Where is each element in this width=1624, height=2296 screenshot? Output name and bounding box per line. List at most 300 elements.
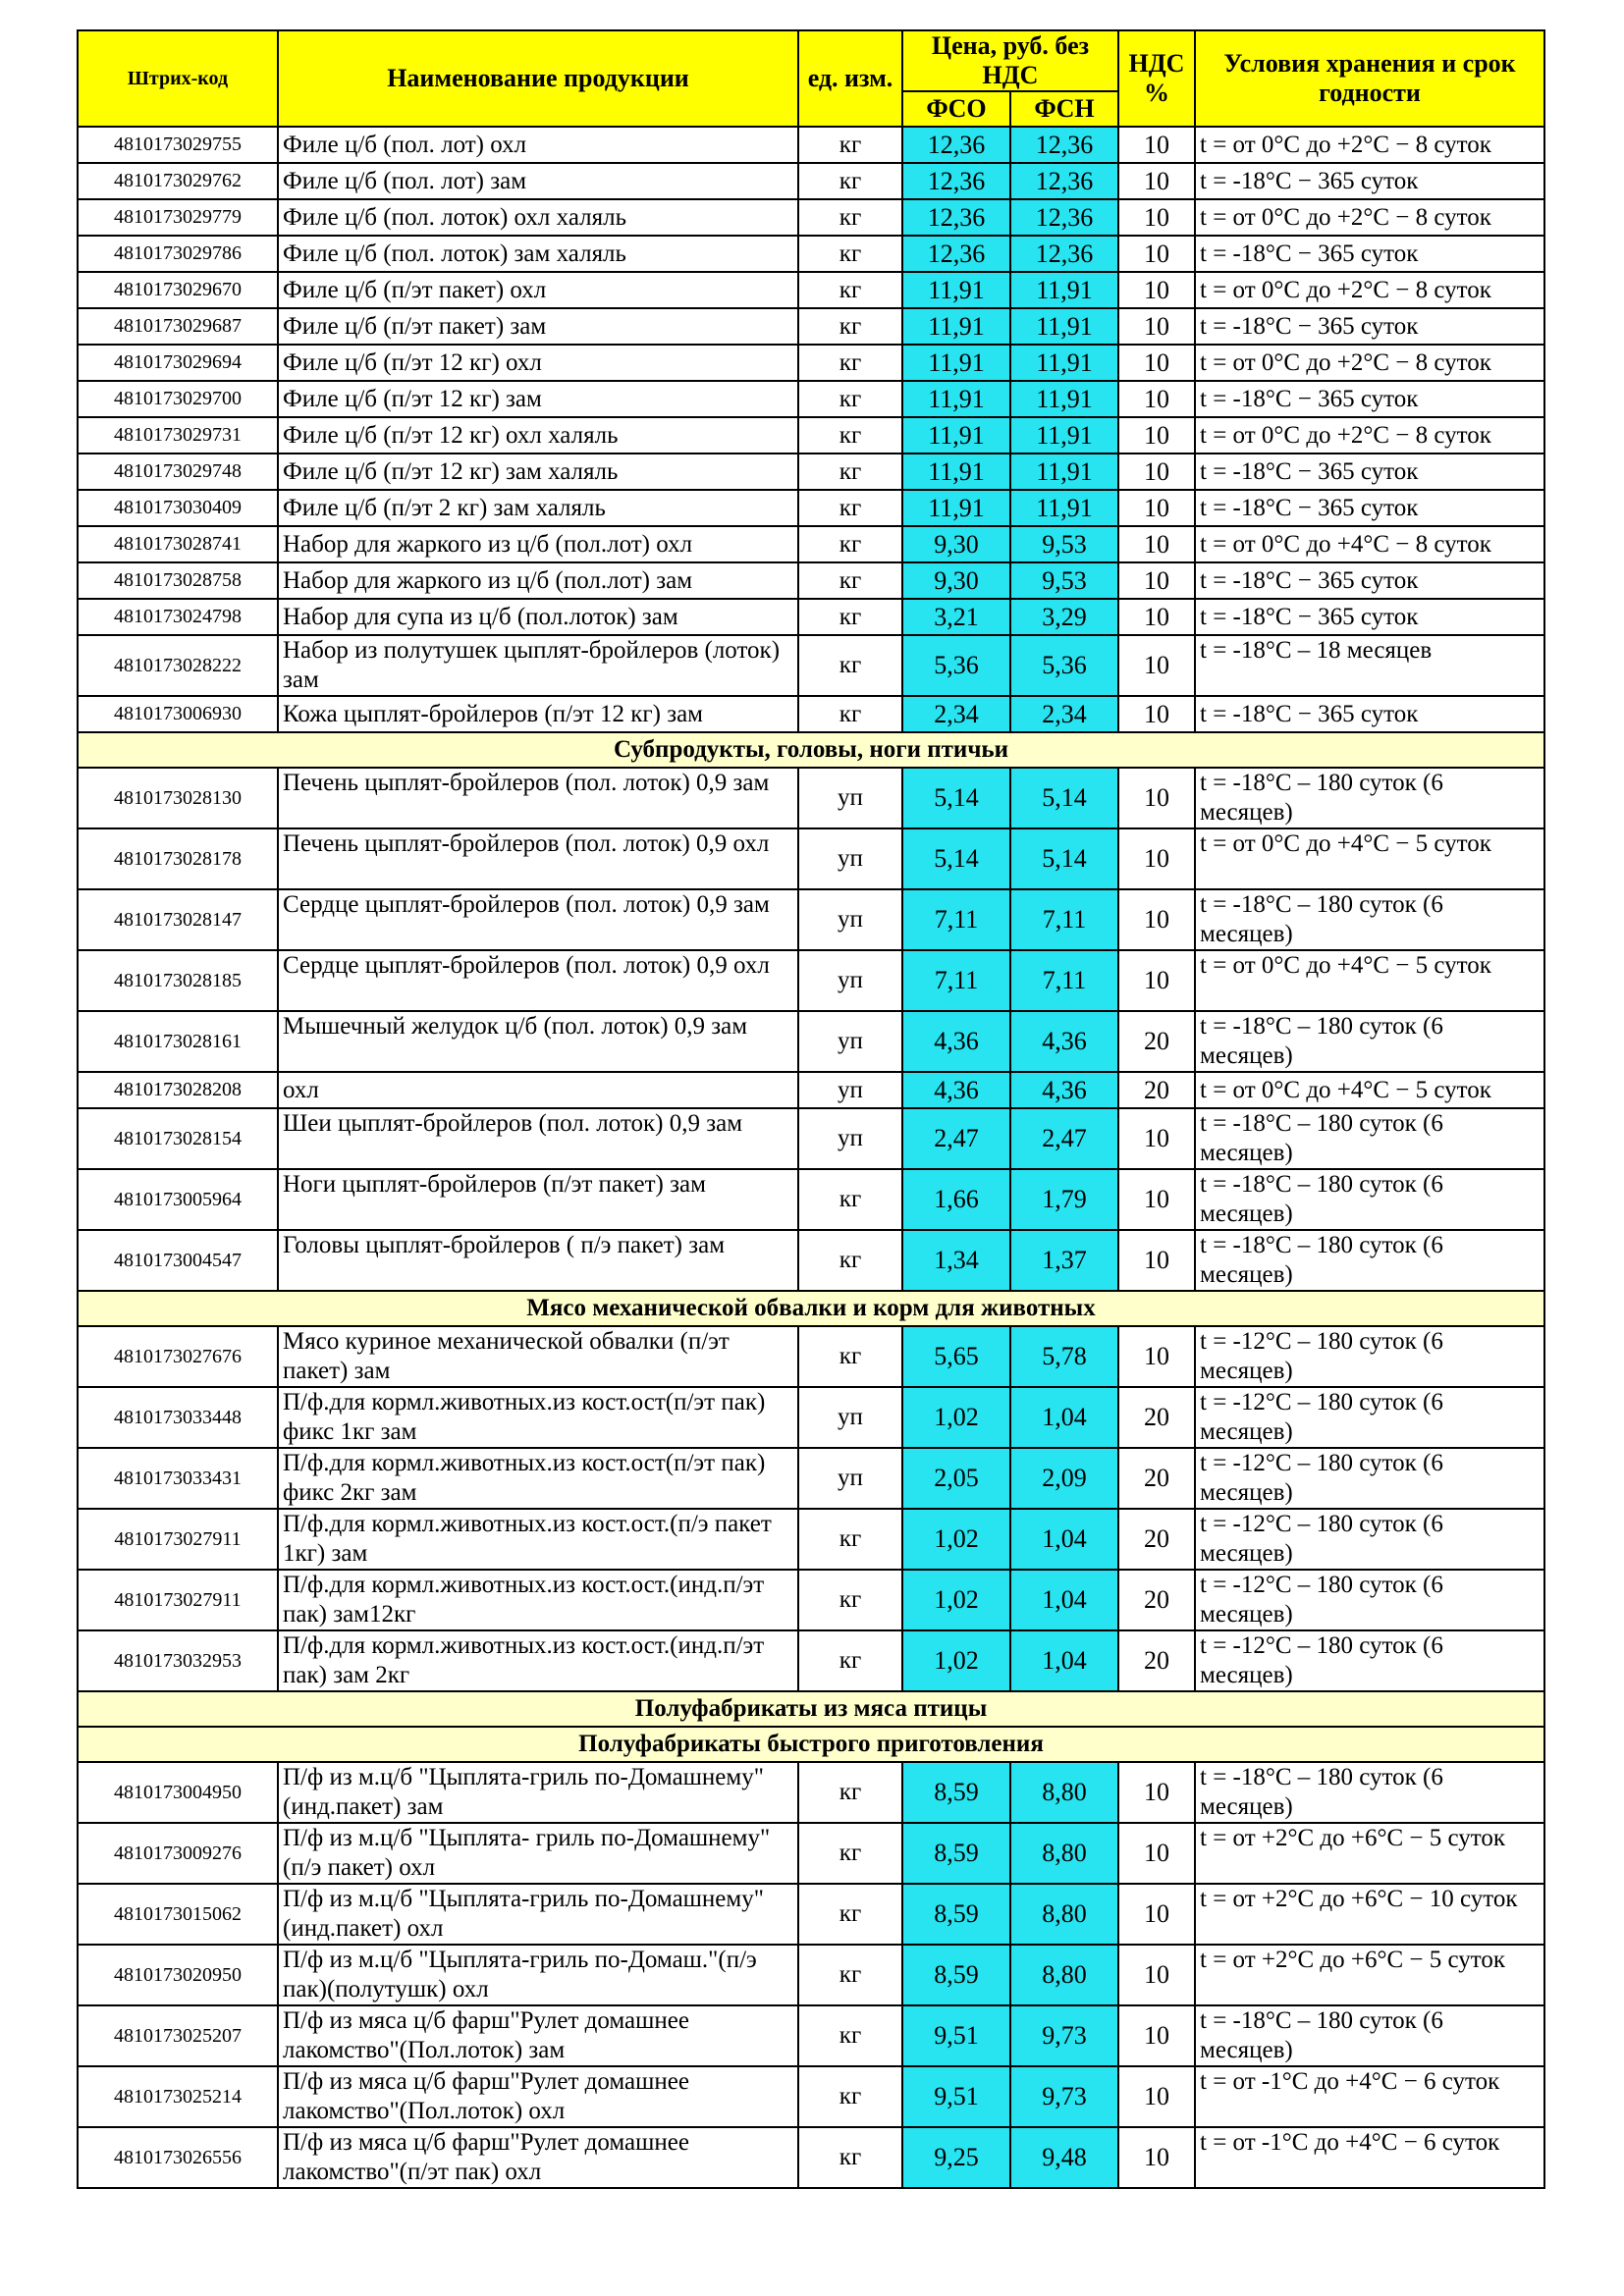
- price-fsn-cell: 11,91: [1010, 308, 1118, 345]
- price-fsn-cell: 2,09: [1010, 1448, 1118, 1509]
- vat-cell: 20: [1118, 1570, 1195, 1630]
- section-title: Субпродукты, головы, ноги птичьи: [78, 732, 1544, 768]
- price-fsn-cell: 9,53: [1010, 562, 1118, 599]
- storage-conditions-cell: t = от -1°С до +4°С − 6 суток: [1195, 2066, 1544, 2127]
- vat-cell: 10: [1118, 127, 1195, 163]
- price-fsn-cell: 8,80: [1010, 1884, 1118, 1945]
- table-row: [78, 199, 1544, 236]
- table-row: [78, 950, 1544, 1011]
- vat-cell: 20: [1118, 1387, 1195, 1448]
- section-title: Полуфабрикаты быстрого приготовления: [78, 1727, 1544, 1762]
- vat-cell: 10: [1118, 889, 1195, 950]
- unit-cell: уп: [798, 768, 902, 828]
- price-fso-cell: 9,25: [902, 2127, 1010, 2188]
- product-name-cell: П/ф из мяса ц/б фарш"Рулет домашнее лакомство"(Пол.лоток) зам: [278, 2005, 798, 2066]
- table-header: [78, 30, 1544, 127]
- price-fso-cell: 11,91: [902, 345, 1010, 381]
- table-row: [78, 1011, 1544, 1072]
- product-name-cell: Филе ц/б (п/эт пакет) охл: [278, 272, 798, 308]
- price-fso-cell: 11,91: [902, 308, 1010, 345]
- storage-conditions-cell: t = -18°С – 180 суток (6 месяцев): [1195, 1230, 1544, 1291]
- product-name-cell: Набор для жаркого из ц/б (пол.лот) охл: [278, 526, 798, 562]
- price-fsn-cell: 3,29: [1010, 599, 1118, 635]
- vat-cell: 10: [1118, 562, 1195, 599]
- price-fsn-cell: 1,04: [1010, 1630, 1118, 1691]
- barcode-cell: 4810173029779: [78, 199, 278, 236]
- table-row: [78, 526, 1544, 562]
- vat-cell: 10: [1118, 1108, 1195, 1169]
- table-row: [78, 1762, 1544, 1823]
- table-body: [78, 127, 1544, 2188]
- unit-cell: кг: [798, 696, 902, 732]
- header-name: Наименование продукции: [278, 30, 798, 127]
- price-fso-cell: 9,51: [902, 2066, 1010, 2127]
- price-fso-cell: 2,47: [902, 1108, 1010, 1169]
- table-row: [78, 562, 1544, 599]
- price-fso-cell: 5,36: [902, 635, 1010, 696]
- table-row: [78, 1230, 1544, 1291]
- storage-conditions-cell: t = -18°С − 365 суток: [1195, 381, 1544, 417]
- price-fsn-cell: 9,73: [1010, 2066, 1118, 2127]
- header-fso: ФСО: [902, 91, 1010, 127]
- unit-cell: кг: [798, 199, 902, 236]
- product-name-cell: П/ф из м.ц/б "Цыплята-гриль по-Домаш."(п/э пак)(полутушк) охл: [278, 1945, 798, 2005]
- unit-cell: кг: [798, 1230, 902, 1291]
- table-row: [78, 1387, 1544, 1448]
- barcode-cell: 4810173028222: [78, 635, 278, 696]
- unit-cell: кг: [798, 1169, 902, 1230]
- storage-conditions-cell: t = -18°С – 180 суток (6 месяцев): [1195, 1108, 1544, 1169]
- unit-cell: уп: [798, 1387, 902, 1448]
- storage-conditions-cell: t = -12°С – 180 суток (6 месяцев): [1195, 1387, 1544, 1448]
- price-fsn-cell: 1,37: [1010, 1230, 1118, 1291]
- table-row: [78, 1945, 1544, 2005]
- table-row: [78, 635, 1544, 696]
- price-fso-cell: 11,91: [902, 272, 1010, 308]
- unit-cell: кг: [798, 1509, 902, 1570]
- table-row: [78, 1169, 1544, 1230]
- product-name-cell: П/ф.для кормл.животных.из кост.ост.(п/э пакет 1кг) зам: [278, 1509, 798, 1570]
- storage-conditions-cell: t = от 0°С до +2°С − 8 суток: [1195, 127, 1544, 163]
- unit-cell: кг: [798, 1326, 902, 1387]
- barcode-cell: 4810173029687: [78, 308, 278, 345]
- barcode-cell: 4810173025214: [78, 2066, 278, 2127]
- section-title: Мясо механической обвалки и корм для животных: [78, 1291, 1544, 1326]
- barcode-cell: 4810173030409: [78, 490, 278, 526]
- storage-conditions-cell: t = -12°С – 180 суток (6 месяцев): [1195, 1326, 1544, 1387]
- price-fsn-cell: 5,36: [1010, 635, 1118, 696]
- unit-cell: кг: [798, 1823, 902, 1884]
- barcode-cell: 4810173027911: [78, 1570, 278, 1630]
- price-fsn-cell: 2,47: [1010, 1108, 1118, 1169]
- price-fsn-cell: 1,04: [1010, 1570, 1118, 1630]
- price-fso-cell: 1,02: [902, 1387, 1010, 1448]
- storage-conditions-cell: t = -18°С – 180 суток (6 месяцев): [1195, 1762, 1544, 1823]
- product-name-cell: Набор для супа из ц/б (пол.лоток) зам: [278, 599, 798, 635]
- price-fso-cell: 12,36: [902, 236, 1010, 272]
- table-row: [78, 417, 1544, 454]
- vat-cell: 10: [1118, 308, 1195, 345]
- product-name-cell: П/ф из мяса ц/б фарш"Рулет домашнее лакомство"(Пол.лоток) охл: [278, 2066, 798, 2127]
- table-row: [78, 236, 1544, 272]
- barcode-cell: 4810173004547: [78, 1230, 278, 1291]
- barcode-cell: 4810173033431: [78, 1448, 278, 1509]
- vat-cell: 10: [1118, 1945, 1195, 2005]
- vat-cell: 20: [1118, 1072, 1195, 1108]
- unit-cell: кг: [798, 308, 902, 345]
- unit-cell: кг: [798, 2005, 902, 2066]
- barcode-cell: 4810173029786: [78, 236, 278, 272]
- storage-conditions-cell: t = -18°С – 180 суток (6 месяцев): [1195, 889, 1544, 950]
- barcode-cell: 4810173029700: [78, 381, 278, 417]
- barcode-cell: 4810173020950: [78, 1945, 278, 2005]
- section-row: [78, 1727, 1544, 1762]
- unit-cell: кг: [798, 417, 902, 454]
- price-fso-cell: 8,59: [902, 1884, 1010, 1945]
- storage-conditions-cell: t = -18°С – 180 суток (6 месяцев): [1195, 1011, 1544, 1072]
- price-fsn-cell: 1,04: [1010, 1387, 1118, 1448]
- vat-cell: 10: [1118, 950, 1195, 1011]
- storage-conditions-cell: t = от 0°С до +4°С − 5 суток: [1195, 950, 1544, 1011]
- vat-cell: 10: [1118, 2127, 1195, 2188]
- table-row: [78, 2127, 1544, 2188]
- vat-cell: 10: [1118, 1884, 1195, 1945]
- unit-cell: кг: [798, 127, 902, 163]
- barcode-cell: 4810173025207: [78, 2005, 278, 2066]
- barcode-cell: 4810173005964: [78, 1169, 278, 1230]
- barcode-cell: 4810173029694: [78, 345, 278, 381]
- table-row: [78, 599, 1544, 635]
- unit-cell: кг: [798, 2066, 902, 2127]
- product-name-cell: Филе ц/б (пол. лоток) зам халяль: [278, 236, 798, 272]
- table-row: [78, 345, 1544, 381]
- barcode-cell: 4810173028178: [78, 828, 278, 889]
- product-name-cell: П/ф из м.ц/б "Цыплята- гриль по-Домашнему" (п/э пакет) охл: [278, 1823, 798, 1884]
- storage-conditions-cell: t = от 0°С до +4°С − 5 суток: [1195, 1072, 1544, 1108]
- price-fso-cell: 5,65: [902, 1326, 1010, 1387]
- vat-cell: 10: [1118, 768, 1195, 828]
- product-name-cell: Набор для жаркого из ц/б (пол.лот) зам: [278, 562, 798, 599]
- storage-conditions-cell: t = от 0°С до +2°С − 8 суток: [1195, 345, 1544, 381]
- product-name-cell: Головы цыплят-бройлеров ( п/э пакет) зам: [278, 1230, 798, 1291]
- price-fsn-cell: 8,80: [1010, 1945, 1118, 2005]
- barcode-cell: 4810173028147: [78, 889, 278, 950]
- price-fso-cell: 5,14: [902, 828, 1010, 889]
- price-fso-cell: 12,36: [902, 127, 1010, 163]
- unit-cell: уп: [798, 1072, 902, 1108]
- barcode-cell: 4810173028185: [78, 950, 278, 1011]
- price-fso-cell: 1,02: [902, 1570, 1010, 1630]
- price-fsn-cell: 1,04: [1010, 1509, 1118, 1570]
- price-fsn-cell: 11,91: [1010, 417, 1118, 454]
- product-name-cell: П/ф.для кормл.животных.из кост.ост.(инд.п/эт пак) зам12кг: [278, 1570, 798, 1630]
- vat-cell: 10: [1118, 635, 1195, 696]
- storage-conditions-cell: t = от 0°С до +2°С − 8 суток: [1195, 417, 1544, 454]
- storage-conditions-cell: t = -12°С – 180 суток (6 месяцев): [1195, 1448, 1544, 1509]
- price-fsn-cell: 9,53: [1010, 526, 1118, 562]
- vat-cell: 10: [1118, 454, 1195, 490]
- price-fsn-cell: 5,78: [1010, 1326, 1118, 1387]
- storage-conditions-cell: t = от -1°С до +4°С − 6 суток: [1195, 2127, 1544, 2188]
- product-name-cell: охл: [278, 1072, 798, 1108]
- section-row: [78, 1691, 1544, 1727]
- table-row: [78, 1072, 1544, 1108]
- price-fso-cell: 11,91: [902, 381, 1010, 417]
- product-name-cell: Филе ц/б (п/эт 12 кг) охл: [278, 345, 798, 381]
- header-price: Цена, руб. без НДС: [902, 30, 1118, 91]
- price-fso-cell: 9,30: [902, 526, 1010, 562]
- barcode-cell: 4810173032953: [78, 1630, 278, 1691]
- product-name-cell: Шеи цыплят-бройлеров (пол. лоток) 0,9 зам: [278, 1108, 798, 1169]
- unit-cell: уп: [798, 1448, 902, 1509]
- product-name-cell: П/ф из м.ц/б "Цыплята-гриль по-Домашнему" (инд.пакет) зам: [278, 1762, 798, 1823]
- table-row: [78, 696, 1544, 732]
- price-fso-cell: 2,05: [902, 1448, 1010, 1509]
- table-row: [78, 1448, 1544, 1509]
- vat-cell: 10: [1118, 199, 1195, 236]
- price-fso-cell: 5,14: [902, 768, 1010, 828]
- storage-conditions-cell: t = от 0°С до +2°С − 8 суток: [1195, 272, 1544, 308]
- vat-cell: 20: [1118, 1448, 1195, 1509]
- table-row: [78, 1326, 1544, 1387]
- price-fsn-cell: 9,73: [1010, 2005, 1118, 2066]
- section-row: [78, 1291, 1544, 1326]
- price-fsn-cell: 12,36: [1010, 236, 1118, 272]
- barcode-cell: 4810173028208: [78, 1072, 278, 1108]
- barcode-cell: 4810173033448: [78, 1387, 278, 1448]
- table-row: [78, 768, 1544, 828]
- unit-cell: кг: [798, 526, 902, 562]
- barcode-cell: 4810173028154: [78, 1108, 278, 1169]
- vat-cell: 10: [1118, 417, 1195, 454]
- product-name-cell: П/ф из мяса ц/б фарш"Рулет домашнее лакомство"(п/эт пак) охл: [278, 2127, 798, 2188]
- table-row: [78, 272, 1544, 308]
- table-row: [78, 1108, 1544, 1169]
- table-row: [78, 828, 1544, 889]
- price-fsn-cell: 7,11: [1010, 889, 1118, 950]
- product-name-cell: Филе ц/б (п/эт 12 кг) зам: [278, 381, 798, 417]
- barcode-cell: 4810173028161: [78, 1011, 278, 1072]
- product-name-cell: Мясо куриное механической обвалки (п/эт пакет) зам: [278, 1326, 798, 1387]
- product-name-cell: П/ф.для кормл.животных.из кост.ост(п/эт пак) фикс 1кг зам: [278, 1387, 798, 1448]
- vat-cell: 10: [1118, 381, 1195, 417]
- price-fsn-cell: 11,91: [1010, 381, 1118, 417]
- header-fsn: ФСН: [1010, 91, 1118, 127]
- vat-cell: 10: [1118, 696, 1195, 732]
- vat-cell: 10: [1118, 490, 1195, 526]
- price-fso-cell: 1,02: [902, 1630, 1010, 1691]
- price-fsn-cell: 7,11: [1010, 950, 1118, 1011]
- vat-cell: 10: [1118, 236, 1195, 272]
- storage-conditions-cell: t = -18°С − 365 суток: [1195, 696, 1544, 732]
- storage-conditions-cell: t = -18°С – 180 суток (6 месяцев): [1195, 1169, 1544, 1230]
- price-fso-cell: 4,36: [902, 1011, 1010, 1072]
- barcode-cell: 4810173028130: [78, 768, 278, 828]
- unit-cell: кг: [798, 454, 902, 490]
- table-row: [78, 454, 1544, 490]
- price-fso-cell: 11,91: [902, 454, 1010, 490]
- product-name-cell: Сердце цыплят-бройлеров (пол. лоток) 0,9 охл: [278, 950, 798, 1011]
- price-fsn-cell: 2,34: [1010, 696, 1118, 732]
- unit-cell: кг: [798, 1884, 902, 1945]
- price-fso-cell: 4,36: [902, 1072, 1010, 1108]
- storage-conditions-cell: t = -18°С – 18 месяцев: [1195, 635, 1544, 696]
- product-name-cell: Сердце цыплят-бройлеров (пол. лоток) 0,9 зам: [278, 889, 798, 950]
- unit-cell: кг: [798, 562, 902, 599]
- storage-conditions-cell: t = -18°С − 365 суток: [1195, 308, 1544, 345]
- storage-conditions-cell: t = от 0°С до +2°С − 8 суток: [1195, 199, 1544, 236]
- unit-cell: кг: [798, 1630, 902, 1691]
- price-fso-cell: 1,66: [902, 1169, 1010, 1230]
- vat-cell: 10: [1118, 1823, 1195, 1884]
- price-fsn-cell: 1,79: [1010, 1169, 1118, 1230]
- barcode-cell: 4810173029755: [78, 127, 278, 163]
- price-fso-cell: 7,11: [902, 950, 1010, 1011]
- barcode-cell: 4810173027911: [78, 1509, 278, 1570]
- product-name-cell: Ноги цыплят-бройлеров (п/эт пакет) зам: [278, 1169, 798, 1230]
- storage-conditions-cell: t = от +2°С до +6°С − 5 суток: [1195, 1823, 1544, 1884]
- table-row: [78, 308, 1544, 345]
- price-fso-cell: 3,21: [902, 599, 1010, 635]
- unit-cell: кг: [798, 345, 902, 381]
- section-row: [78, 732, 1544, 768]
- table-row: [78, 163, 1544, 199]
- product-name-cell: Филе ц/б (пол. лот) зам: [278, 163, 798, 199]
- price-fsn-cell: 8,80: [1010, 1762, 1118, 1823]
- vat-cell: 10: [1118, 526, 1195, 562]
- unit-cell: кг: [798, 599, 902, 635]
- header-unit: ед. изм.: [798, 30, 902, 127]
- unit-cell: кг: [798, 1570, 902, 1630]
- barcode-cell: 4810173029731: [78, 417, 278, 454]
- barcode-cell: 4810173028741: [78, 526, 278, 562]
- header-storage: Условия хранения и срок годности: [1195, 30, 1544, 127]
- product-name-cell: Филе ц/б (п/эт 12 кг) охл халяль: [278, 417, 798, 454]
- product-name-cell: Набор из полутушек цыплят-бройлеров (лоток) зам: [278, 635, 798, 696]
- price-fso-cell: 11,91: [902, 417, 1010, 454]
- price-fso-cell: 9,30: [902, 562, 1010, 599]
- price-fsn-cell: 5,14: [1010, 828, 1118, 889]
- price-fso-cell: 8,59: [902, 1823, 1010, 1884]
- price-fso-cell: 7,11: [902, 889, 1010, 950]
- product-name-cell: П/ф.для кормл.животных.из кост.ост.(инд.п/эт пак) зам 2кг: [278, 1630, 798, 1691]
- product-name-cell: П/ф.для кормл.животных.из кост.ост(п/эт пак) фикс 2кг зам: [278, 1448, 798, 1509]
- price-fsn-cell: 12,36: [1010, 199, 1118, 236]
- unit-cell: кг: [798, 236, 902, 272]
- storage-conditions-cell: t = -18°С − 365 суток: [1195, 599, 1544, 635]
- unit-cell: уп: [798, 950, 902, 1011]
- header-barcode: Штрих-код: [78, 30, 278, 127]
- vat-cell: 10: [1118, 828, 1195, 889]
- unit-cell: кг: [798, 163, 902, 199]
- vat-cell: 20: [1118, 1011, 1195, 1072]
- vat-cell: 10: [1118, 1230, 1195, 1291]
- unit-cell: кг: [798, 1945, 902, 2005]
- table-row: [78, 2005, 1544, 2066]
- unit-cell: кг: [798, 381, 902, 417]
- section-title: Полуфабрикаты из мяса птицы: [78, 1691, 1544, 1727]
- price-fso-cell: 8,59: [902, 1945, 1010, 2005]
- product-name-cell: Филе ц/б (п/эт 2 кг) зам халяль: [278, 490, 798, 526]
- vat-cell: 20: [1118, 1509, 1195, 1570]
- vat-cell: 10: [1118, 345, 1195, 381]
- product-name-cell: П/ф из м.ц/б "Цыплята-гриль по-Домашнему" (инд.пакет) охл: [278, 1884, 798, 1945]
- table-row: [78, 1570, 1544, 1630]
- table-row: [78, 1630, 1544, 1691]
- storage-conditions-cell: t = от +2°С до +6°С − 10 суток: [1195, 1884, 1544, 1945]
- price-fso-cell: 1,02: [902, 1509, 1010, 1570]
- price-fsn-cell: 4,36: [1010, 1011, 1118, 1072]
- unit-cell: уп: [798, 1108, 902, 1169]
- barcode-cell: 4810173029748: [78, 454, 278, 490]
- unit-cell: кг: [798, 490, 902, 526]
- vat-cell: 10: [1118, 272, 1195, 308]
- price-fsn-cell: 5,14: [1010, 768, 1118, 828]
- table-row: [78, 381, 1544, 417]
- barcode-cell: 4810173015062: [78, 1884, 278, 1945]
- barcode-cell: 4810173009276: [78, 1823, 278, 1884]
- storage-conditions-cell: t = -18°С − 365 суток: [1195, 490, 1544, 526]
- price-list-sheet: [77, 29, 1543, 2189]
- price-fso-cell: 1,34: [902, 1230, 1010, 1291]
- storage-conditions-cell: t = -18°С – 180 суток (6 месяцев): [1195, 2005, 1544, 2066]
- storage-conditions-cell: t = -12°С – 180 суток (6 месяцев): [1195, 1630, 1544, 1691]
- unit-cell: кг: [798, 2127, 902, 2188]
- barcode-cell: 4810173029762: [78, 163, 278, 199]
- storage-conditions-cell: t = от 0°С до +4°С − 5 суток: [1195, 828, 1544, 889]
- storage-conditions-cell: t = от 0°С до +4°С − 8 суток: [1195, 526, 1544, 562]
- price-fsn-cell: 11,91: [1010, 345, 1118, 381]
- vat-cell: 20: [1118, 1630, 1195, 1691]
- price-fsn-cell: 11,91: [1010, 490, 1118, 526]
- price-fsn-cell: 12,36: [1010, 127, 1118, 163]
- product-name-cell: Филе ц/б (п/эт 12 кг) зам халяль: [278, 454, 798, 490]
- table-row: [78, 490, 1544, 526]
- price-fso-cell: 12,36: [902, 163, 1010, 199]
- unit-cell: кг: [798, 1762, 902, 1823]
- vat-cell: 10: [1118, 1326, 1195, 1387]
- table-row: [78, 1884, 1544, 1945]
- price-fsn-cell: 4,36: [1010, 1072, 1118, 1108]
- storage-conditions-cell: t = -18°С – 180 суток (6 месяцев): [1195, 768, 1544, 828]
- vat-cell: 10: [1118, 1169, 1195, 1230]
- product-name-cell: Филе ц/б (пол. лот) охл: [278, 127, 798, 163]
- price-fsn-cell: 9,48: [1010, 2127, 1118, 2188]
- product-name-cell: Печень цыплят-бройлеров (пол. лоток) 0,9 охл: [278, 828, 798, 889]
- vat-cell: 10: [1118, 1762, 1195, 1823]
- product-name-cell: Мышечный желудок ц/б (пол. лоток) 0,9 зам: [278, 1011, 798, 1072]
- unit-cell: кг: [798, 272, 902, 308]
- vat-cell: 10: [1118, 163, 1195, 199]
- storage-conditions-cell: t = от +2°С до +6°С − 5 суток: [1195, 1945, 1544, 2005]
- price-fso-cell: 12,36: [902, 199, 1010, 236]
- barcode-cell: 4810173027676: [78, 1326, 278, 1387]
- barcode-cell: 4810173004950: [78, 1762, 278, 1823]
- unit-cell: уп: [798, 1011, 902, 1072]
- price-fso-cell: 11,91: [902, 490, 1010, 526]
- price-fso-cell: 9,51: [902, 2005, 1010, 2066]
- price-fso-cell: 8,59: [902, 1762, 1010, 1823]
- header-vat: НДС %: [1118, 30, 1195, 127]
- unit-cell: кг: [798, 635, 902, 696]
- table-row: [78, 2066, 1544, 2127]
- price-fsn-cell: 8,80: [1010, 1823, 1118, 1884]
- unit-cell: уп: [798, 889, 902, 950]
- table-row: [78, 127, 1544, 163]
- storage-conditions-cell: t = -12°С – 180 суток (6 месяцев): [1195, 1509, 1544, 1570]
- unit-cell: уп: [798, 828, 902, 889]
- storage-conditions-cell: t = -18°С − 365 суток: [1195, 454, 1544, 490]
